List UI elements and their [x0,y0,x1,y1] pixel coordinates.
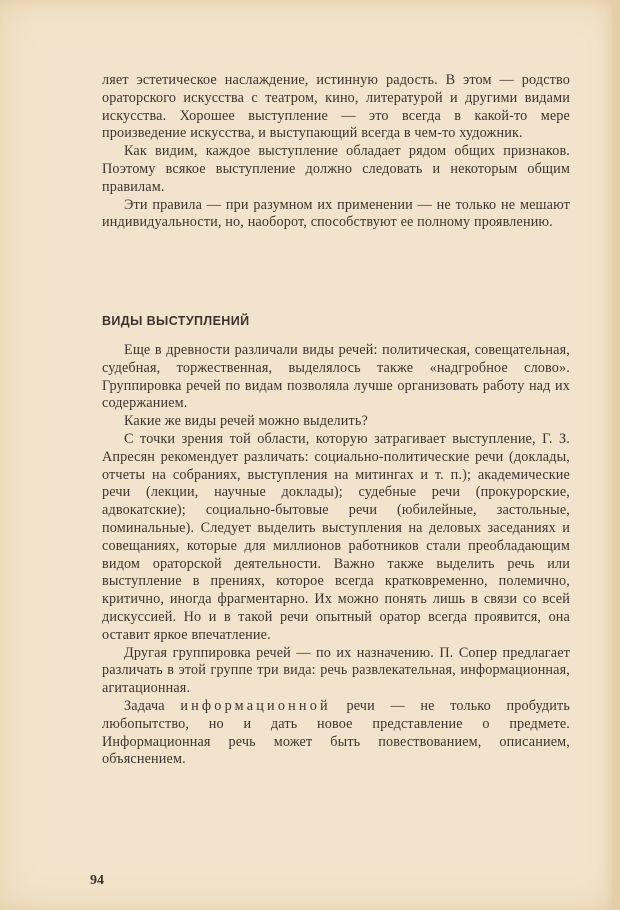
paragraph: Другая группировка речей — по их назначению. П. Сопер предлагает различать в этой группе три вида: речь развлекательная, информационная, агитационная. [102,644,570,697]
paragraph: Какие же виды речей можно выделить? [124,413,368,430]
paragraph: Эти правила — при разумном их применении — не только не мешают индивидуальности, но, наоборот, способствуют ее полному проявлению. [102,196,570,231]
page-number: 94 [90,873,104,888]
paragraph: С точки зрения той области, которую затрагивает выступление, Г. З. Апресян рекомендует различать: социально-политические речи (доклады, отчеты на собраниях, выступления на митингах и т. п.); академические речи (лекции, научные доклады); судебные речи (прокурорские, адвокатские); социально-бытовые речи (юбилейные, застольные, поминальные). Следует выделить выступления на деловых заседаниях и совещаниях, которые для миллионов работников стали преобладающим видом ораторской деятельности. Важно также выделить речь или выступление в прениях, которое всегда кратковременно, полемично, критично, иногда фрагментарно. Их можно понять лишь в связи со всей дискуссией. Но и в такой речи опытный оратор всегда проявится, она оставит яркое впечатление. [102,430,570,643]
text-run: речи — не только пробудить любопытство, но и дать новое представление о предмете. Информационная речь может быть повествованием, описанием, объяснением. [102,697,570,768]
section-heading: ВИДЫ ВЫСТУПЛЕНИЙ [102,314,250,328]
emphasized-word: информационной [180,697,331,714]
text-run: Задача [124,697,181,714]
page-edge [612,0,620,910]
paragraph: Еще в древности различали виды речей: политическая, совещательная, судебная, торжественная, выделялось также «надгробное слово». Группировка речей по видам позволяла лучше организовать работу над их содержанием. [102,342,570,412]
paragraph: Как видим, каждое выступление обладает рядом общих признаков. Поэтому всякое выступление должно следовать и некоторым общим правилам. [102,143,570,195]
top-text-block [102,72,570,232]
paragraph: ляет эстетическое наслаждение, истинную радость. В этом — родство ораторского искусства с театром, кино, литературой и другими видами искусства. Хорошее выступление — это всегда в какой-то мере произведение искусства, и выступающий всегда в чем-то художник. [102,72,570,142]
section-text-block [102,342,570,769]
paragraph-informational [102,698,570,769]
